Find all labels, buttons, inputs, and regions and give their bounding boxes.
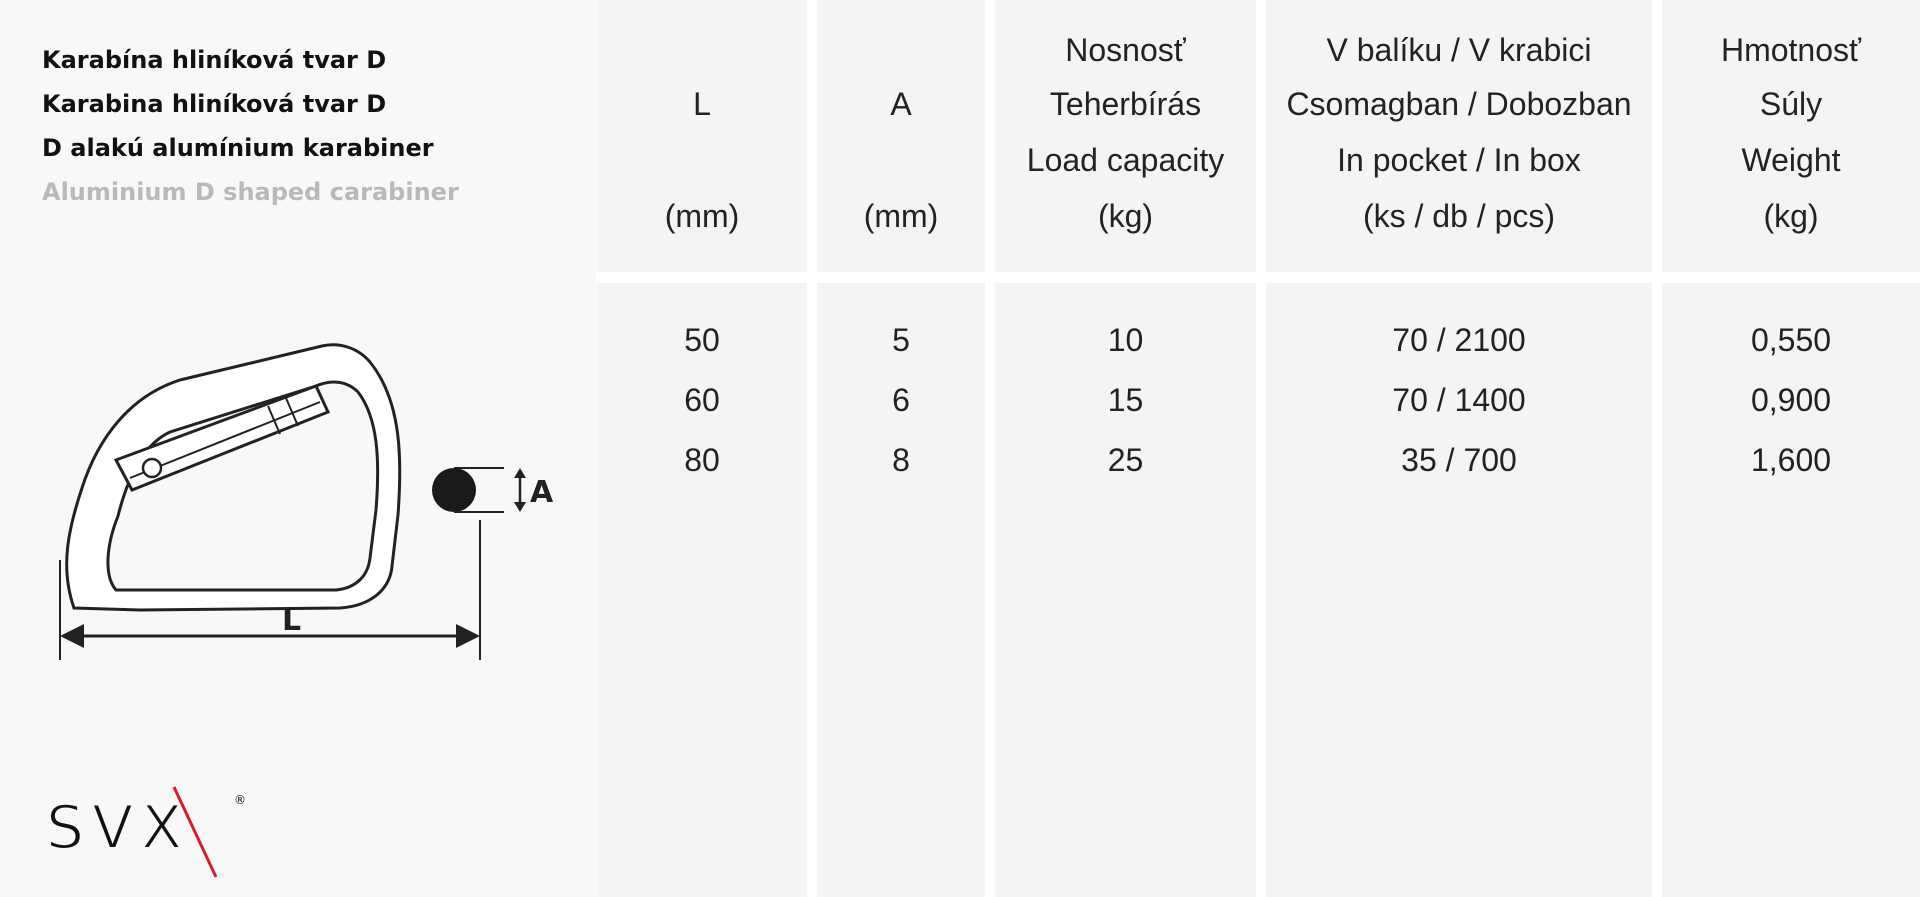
cell-A: 6: [892, 382, 910, 418]
col-bg-L-body: [597, 283, 807, 897]
cell-weight: 0,900: [1750, 382, 1832, 418]
header-A-label: A: [890, 86, 912, 122]
header-pack-hu: Csomagban / Dobozban: [1286, 86, 1632, 122]
header-L-unit: (mm): [664, 198, 740, 234]
cell-weight: 1,600: [1750, 442, 1832, 478]
carabiner-diagram: [40, 340, 560, 660]
title-en: Aluminium D shaped carabiner: [42, 178, 459, 206]
header-load-unit: (kg): [1097, 198, 1154, 234]
header-weight: [1662, 0, 1920, 272]
header-pack-en: In pocket / In box: [1337, 142, 1581, 178]
header-pack-unit: (ks / db / pcs): [1362, 198, 1556, 234]
header-load-sk: Nosnosť: [1065, 32, 1186, 68]
cell-pack: 35 / 700: [1401, 442, 1517, 478]
svx-logo: [44, 782, 254, 882]
header-weight-unit: (kg): [1763, 198, 1819, 234]
label-l: L: [282, 603, 302, 638]
svg-text:®: ®: [234, 793, 246, 807]
header-A-unit: (mm): [863, 198, 939, 234]
svg-text:SVX: SVX: [46, 793, 191, 863]
header-L: [597, 0, 807, 272]
title-cz: Karabina hliníková tvar D: [42, 90, 387, 118]
header-load: [995, 0, 1256, 272]
header-weight-hu: Súly: [1759, 86, 1823, 122]
col-bg-weight-body: [1662, 283, 1920, 897]
header-load-hu: Teherbírás: [1049, 86, 1202, 122]
cell-load: 10: [1107, 322, 1144, 358]
title-hu: D alakú alumínium karabiner: [42, 134, 434, 162]
title-sk: Karabína hliníková tvar D: [42, 46, 387, 74]
cell-weight: 0,550: [1750, 322, 1832, 358]
cell-A: 5: [892, 322, 910, 358]
section-dot: [432, 468, 476, 512]
header-pack-sk: V balíku / V krabici: [1326, 32, 1592, 68]
label-a: A: [530, 475, 554, 510]
cell-pack: 70 / 1400: [1392, 382, 1526, 418]
cell-load: 25: [1107, 442, 1144, 478]
cell-pack: 70 / 2100: [1392, 322, 1526, 358]
header-pack: [1266, 0, 1652, 272]
cell-L: 50: [684, 322, 720, 358]
header-L-label: L: [693, 86, 711, 122]
col-bg-A-body: [817, 283, 985, 897]
cell-load: 15: [1107, 382, 1144, 418]
cell-A: 8: [892, 442, 910, 478]
product-title-block: [42, 38, 459, 214]
col-bg-load-body: [995, 283, 1256, 897]
header-load-en: Load capacity: [1026, 142, 1225, 178]
header-A: [817, 0, 985, 272]
cell-L: 60: [684, 382, 720, 418]
col-bg-pack-body: [1266, 283, 1652, 897]
header-weight-sk: Hmotnosť: [1720, 32, 1862, 68]
cell-L: 80: [684, 442, 720, 478]
header-weight-en: Weight: [1741, 142, 1841, 178]
